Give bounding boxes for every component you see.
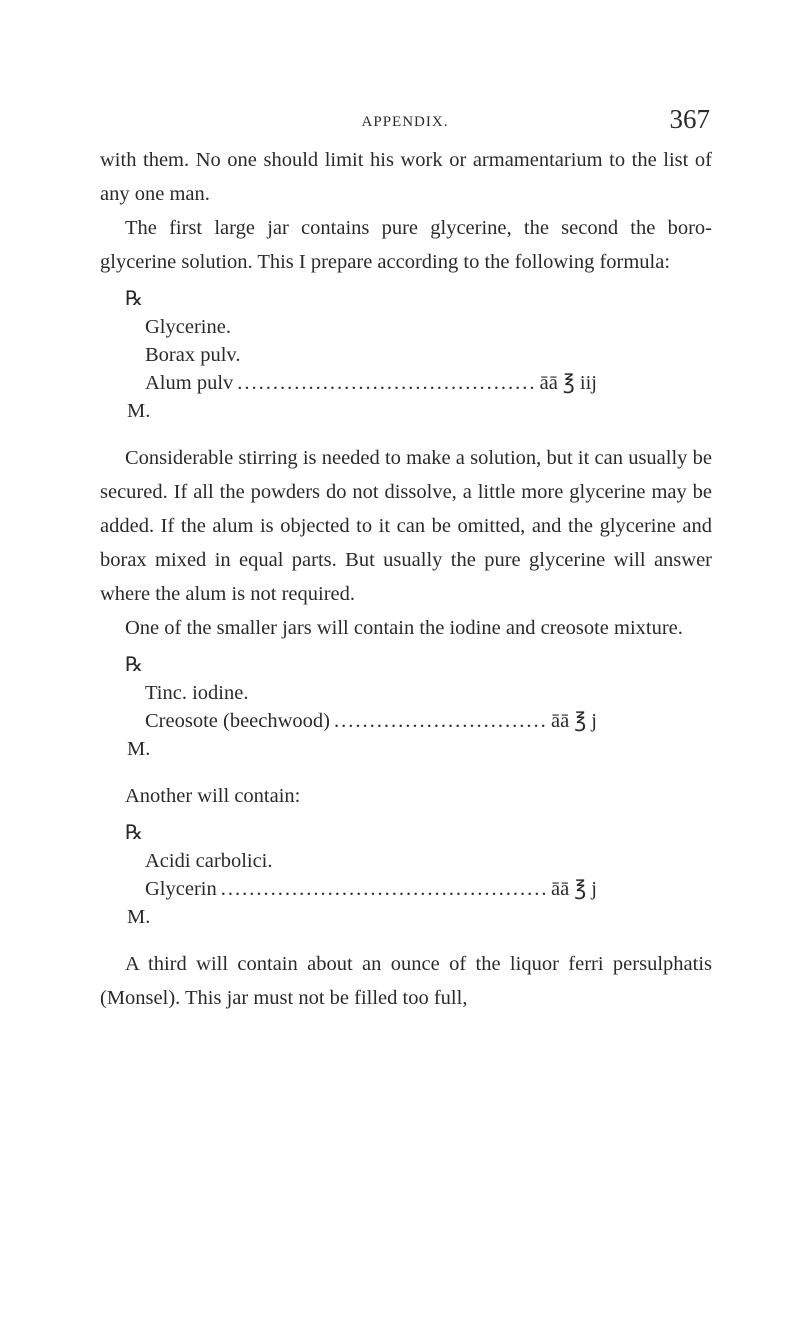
formula-ingredient-with-quantity: Glycerin ..... āā ℥ j [145, 875, 597, 903]
page-number: 367 [669, 104, 710, 134]
formula-ingredient: Borax pulv. [145, 344, 241, 366]
formula-carbolic [100, 819, 712, 931]
leader-dots [334, 707, 547, 735]
formula-boro-glycerine [100, 285, 712, 425]
body-text [100, 143, 712, 1015]
misce-mark: M. [127, 400, 151, 422]
paragraph-4: One of the smaller jars will contain the iodine and creosote mixture. [125, 617, 683, 639]
formula-iodine-creosote [100, 651, 712, 763]
misce-mark: M. [127, 906, 151, 928]
leader-dots [237, 369, 535, 397]
formula-ingredient: Glycerine. [145, 316, 231, 338]
running-head: APPENDIX. [361, 114, 449, 130]
recipe-symbol: ℞ [125, 288, 143, 310]
recipe-symbol: ℞ [125, 822, 143, 844]
recipe-symbol: ℞ [125, 654, 143, 676]
formula-ingredient-with-quantity: Creosote (beechwood) ..... āā ℥ j [145, 707, 597, 735]
formula-quantity: āā ℥ j [551, 710, 597, 732]
formula-ingredient-with-quantity: Alum pulv ..... āā ℥ iij [145, 369, 597, 397]
page-header [100, 104, 710, 138]
leader-dots [221, 875, 547, 903]
paragraph-5: Another will contain: [125, 785, 301, 807]
paragraph-6: A third will contain about an ounce of the liquor ferri persulphatis (Monsel). This jar must not be filled too full, [100, 953, 712, 1009]
formula-quantity: āā ℥ iij [539, 372, 597, 394]
misce-mark: M. [127, 738, 151, 760]
paragraph-3: Considerable stirring is needed to make a solution, but it can usually be secured. If all the powders do not dissolve, a little more glycerine may be added. If the alum is objected to it can be omitted, and the glycerine and borax mixed in equal parts. But usually the pure glycerine will answer where the alum is not required. [100, 447, 712, 605]
paragraph-2: The first large jar contains pure glycerine, the second the boro-glycerine solution. This I prepare according to the following formula: [100, 217, 712, 273]
paragraph-1: with them. No one should limit his work or armamentarium to the list of any one man. [100, 149, 712, 205]
formula-quantity: āā ℥ j [551, 878, 597, 900]
formula-ingredient: Acidi carbolici. [145, 850, 273, 872]
formula-ingredient: Tinc. iodine. [145, 682, 249, 704]
